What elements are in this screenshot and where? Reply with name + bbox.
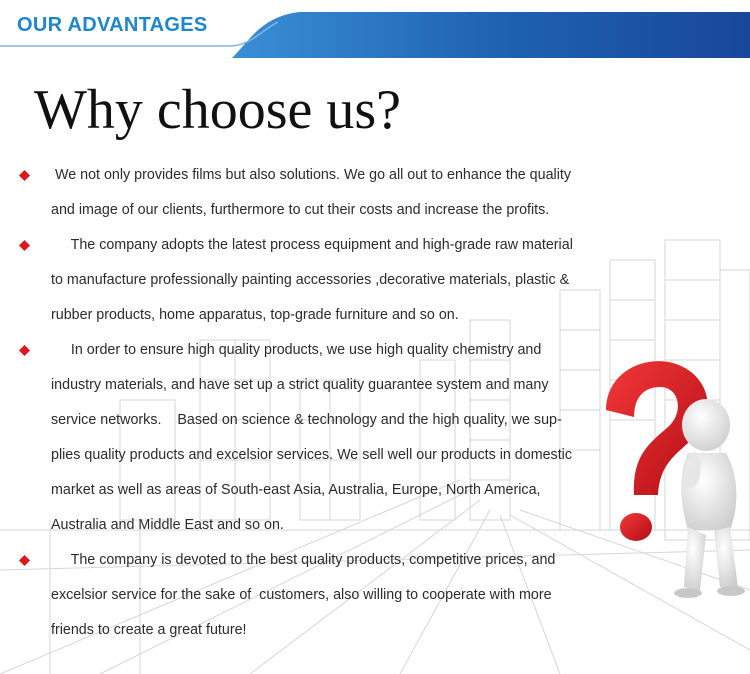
paragraph-line: In order to ensure high quality products, we use high quality chemistry and: [51, 342, 542, 358]
page-heading: Why choose us?: [34, 79, 402, 141]
paragraph-line: market as well as areas of South-east Asia, Australia, Europe, North America,: [51, 482, 541, 498]
paragraph-line: Australia and Middle East and so on.: [51, 517, 284, 533]
paragraph-line: to manufacture professionally painting accessories ,decorative materials, plastic &: [51, 272, 570, 288]
bullet-diamond-icon: [19, 170, 30, 181]
question-mark-figure-illustration: [588, 355, 750, 600]
paragraph-line: plies quality products and excelsior services. We sell well our products in domestic: [51, 447, 573, 463]
paragraph-line: excelsior service for the sake of customers, also willing to cooperate with more: [51, 587, 552, 603]
paragraph-line: friends to create a great future!: [51, 622, 247, 638]
paragraph-line: rubber products, home apparatus, top-grade furniture and so on.: [51, 307, 459, 323]
bullet-diamond-icon: [19, 345, 30, 356]
paragraph-line: and image of our clients, furthermore to cut their costs and increase the profits.: [51, 202, 550, 218]
paragraph-line: industry materials, and have set up a strict quality guarantee system and many: [51, 377, 549, 393]
paragraph-line: The company adopts the latest process equipment and high-grade raw material: [51, 237, 573, 253]
bullet-diamond-icon: [19, 240, 30, 251]
banner-title: OUR ADVANTAGES: [17, 14, 208, 36]
bullet-diamond-icon: [19, 555, 30, 566]
paragraph-line: The company is devoted to the best quality products, competitive prices, and: [51, 552, 556, 568]
header-banner: [0, 0, 750, 58]
paragraph-line: We not only provides films but also solutions. We go all out to enhance the quality: [51, 167, 572, 183]
paragraph-line: service networks. Based on science & technology and the high quality, we sup-: [51, 412, 562, 428]
